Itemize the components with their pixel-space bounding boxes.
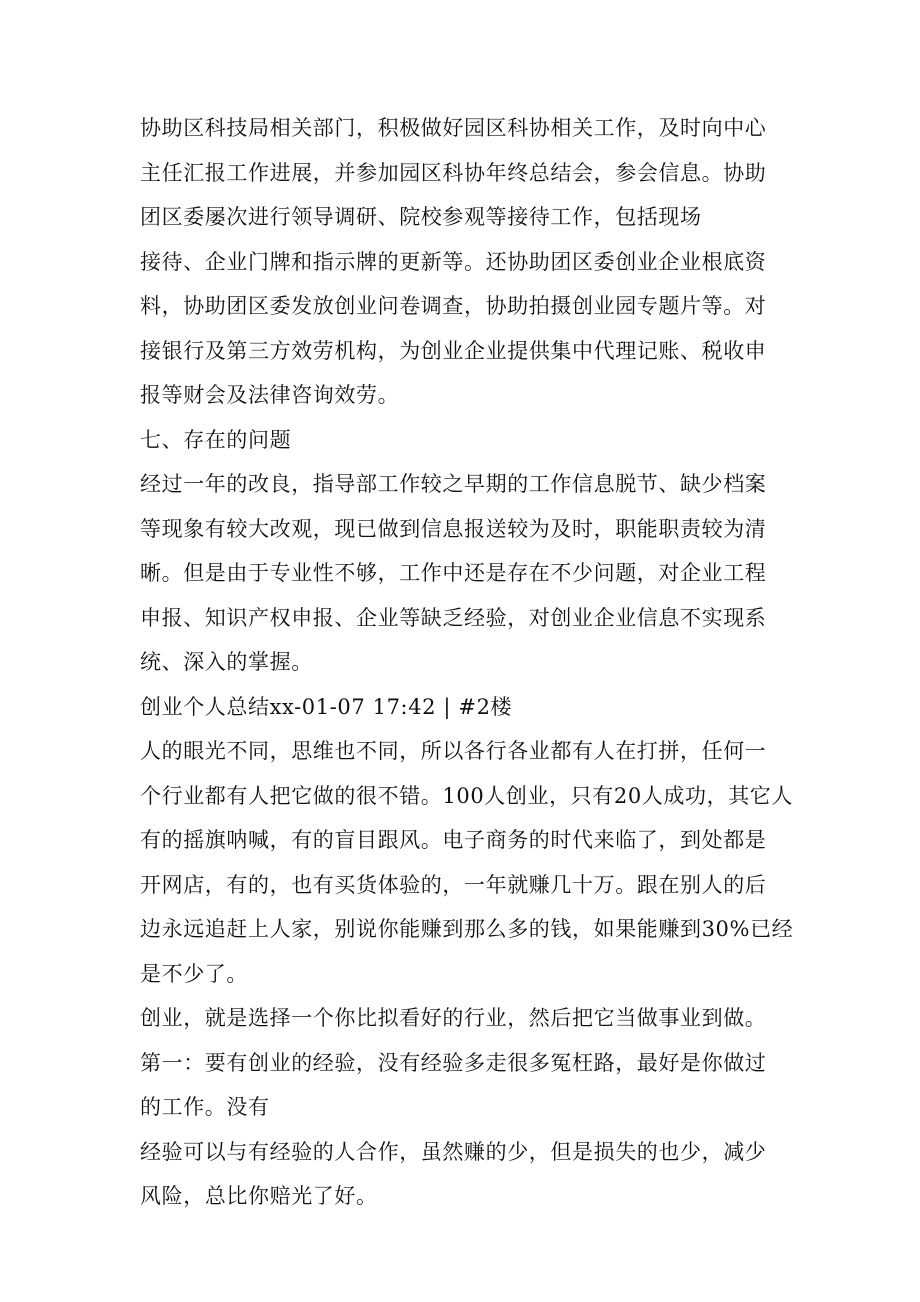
text-line: 料，协助团区委发放创业问卷调查，协助拍摄创业园专题片等。对 — [140, 294, 767, 318]
text-line: 等现象有较大改观，现已做到信息报送较为及时，职能职责较为清 — [140, 516, 767, 541]
text-line: 经过一年的改良，指导部工作较之早期的工作信息脱节、缺少档案 — [140, 472, 767, 496]
text-line: 接银行及第三方效劳机构，为创业企业提供集中代理记账、税收申 — [140, 338, 767, 363]
text-line: 的工作。没有 — [140, 1095, 270, 1119]
document-body — [140, 106, 794, 1219]
text-line: 统、深入的掌握。 — [140, 650, 313, 674]
text-line: 晰。但是由于专业性不够，工作中还是存在不少问题，对企业工程 — [140, 561, 767, 585]
text-line: 边永远追赶上人家，别说你能赚到那么多的钱，如果能赚到30%已经 — [140, 917, 794, 941]
text-line: 主任汇报工作进展，并参加园区科协年终总结会，参会信息。协助 — [140, 160, 767, 185]
text-line: 风险，总比你赔光了好。 — [140, 1184, 378, 1208]
text-line: 接待、企业门牌和指示牌的更新等。还协助团区委创业企业根底资 — [140, 249, 767, 274]
text-line: 人的眼光不同，思维也不同，所以各行各业都有人在打拼，任何一 — [140, 739, 767, 763]
text-line: 是不少了。 — [140, 961, 248, 986]
text-line: 团区委屡次进行领导调研、院校参观等接待工作，包括现场 — [140, 205, 702, 229]
text-line: 申报、知识产权申报、企业等缺乏经验，对创业企业信息不实现系 — [140, 605, 767, 630]
text-line: 有的摇旗呐喊，有的盲目跟风。电子商务的时代来临了，到处都是 — [140, 828, 767, 852]
text-line: 个行业都有人把它做的很不错。100人创业，只有20人成功，其它人 — [140, 783, 794, 808]
text-line: 报等财会及法律咨询效劳。 — [140, 383, 400, 407]
text-line: 创业，就是选择一个你比拟看好的行业，然后把它当做事业到做。 — [140, 1006, 767, 1030]
post-header: 创业个人总结xx-01-07 17:42 | #2楼 — [140, 694, 513, 719]
text-line: 第一：要有创业的经验，没有经验多走很多冤枉路，最好是你做过 — [140, 1050, 767, 1075]
text-line: 开网店，有的，也有买货体验的，一年就赚几十万。跟在别人的后 — [140, 872, 767, 897]
text-line: 经验可以与有经验的人合作，虽然赚的少，但是损失的也少，减少 — [140, 1139, 767, 1164]
section-heading: 七、存在的问题 — [140, 427, 292, 452]
text-line: 协助区科技局相关部门，积极做好园区科协相关工作，及时向中心 — [140, 116, 767, 140]
